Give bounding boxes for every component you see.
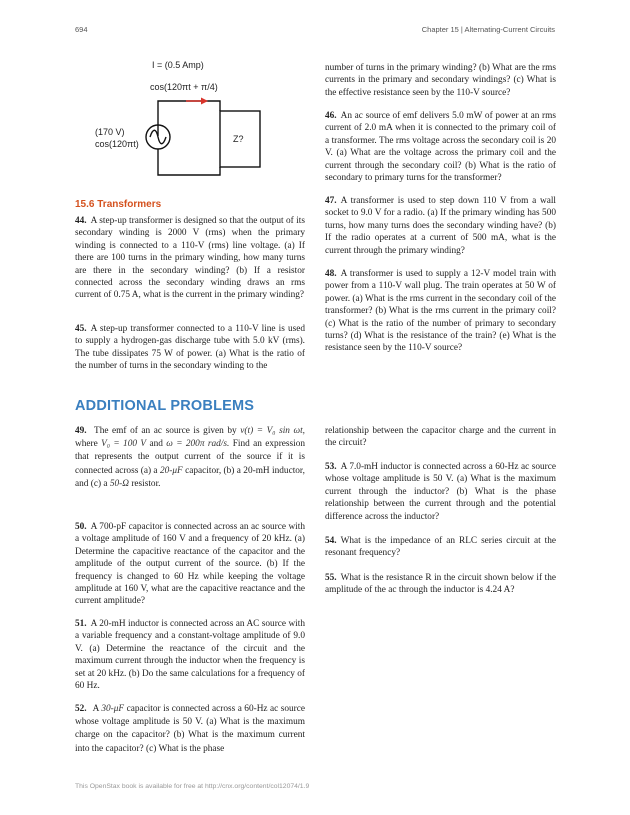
- problem-54: 54. What is the impedance of an RLC series circuit at the resonant frequency?: [325, 536, 556, 559]
- current-label: I = (0.5 Amp): [152, 60, 204, 70]
- current-arrow: [186, 98, 208, 105]
- section-title: 15.6 Transformers: [75, 199, 162, 210]
- impedance-label: Z?: [233, 134, 244, 144]
- problem-45: 45. A step-up transformer connected to a 110-V line is used to supply a hydrogen-gas discharge tube with 5.0 kV (rms). The tube dissipates 75 W of power. (a) What is the ratio of the number of turns in the secondary winding to the: [75, 324, 305, 372]
- source-label-function: cos(120πt): [95, 139, 139, 149]
- equation-emf: v(t) = V₀ sin ωt,: [240, 426, 305, 436]
- problem-55: 55. What is the resistance R in the circuit shown below if the amplitude of the ac through the inductor is 4.24 A?: [325, 573, 556, 596]
- chapter-title: Chapter 15 | Alternating-Current Circuits: [421, 25, 555, 34]
- problem-50: 50. A 700-pF capacitor is connected across an ac source with a voltage amplitude of 160 V and a frequency of 20 kHz. (a) Determine the capacitive reactance of the capacitor and the amplitude of the output current of the source. (b) If the frequency is changed to 60 Hz while keeping the voltage amplitude at 160 V, what are the capacitive reactance and the current amplitude?: [75, 522, 305, 607]
- capacitance-value: 20-μF: [159, 465, 183, 476]
- equation-amplitude: V₀ = 100 V: [101, 439, 147, 450]
- page-footer: This OpenStax book is available for free at http://cnx.org/content/col12074/1.9: [75, 783, 310, 790]
- problem-46: 46. An ac source of emf delivers 5.0 mW of power at an rms current of 2.0 mA when it is connected to the primary coil of a transformer. The rms voltage across the secondary coil is 20 V. (a) What are the voltage across the primary coil and the current through the secondary coil? (b) What is the ratio of secondary to primary turns for the transformer?: [325, 111, 556, 184]
- problem-47: 47. A transformer is used to step down 110 V from a wall socket to 9.0 V for a radio. (a) If the primary winding has 500 turns, how many turns does the secondary winding have? (b) If the radio operates at a current of 500 mA, what is the current through the primary winding?: [325, 196, 556, 256]
- equation-angular-frequency: ω = 200π rad/s.: [166, 439, 230, 450]
- problem-53: 53. A 7.0-mH inductor is connected across a 60-Hz ac source whose voltage amplitude is 50 V. (a) What is the maximum current through the inductor? (b) What is the phase relationship between the current through and the potential difference across the inductor?: [325, 462, 556, 522]
- problem-49: 49. The emf of an ac source is given by v(t) = V₀ sin ωt, where V₀ = 100 V and ω = 200π rad/s. Find an expression that represents the output current of the source if it is connected across (a) a 20-μF capacitor, (b) a 20-mH inductor, and (c) a 50-Ω resistor.: [75, 426, 306, 489]
- problem-48: 48. A transformer is used to supply a 12-V model train with power from a 110-V wall plug. The train operates at 50 W of power. (a) What is the rms current in the secondary coil of the transformer? (b) What is the rms current in the primary coil? (c) What is the ratio of the number of primary to secondary turns? (d) What is the resistance of the train? (e) What is the resistance seen by the 110-V source?: [325, 269, 556, 354]
- problem-51: 51. A 20-mH inductor is connected across an AC source with a variable frequency and a constant-voltage amplitude of 9.0 V. (a) Determine the reactance of the circuit and the maximum current through the inductor when the frequency is set at 20 kHz. (b) Do the same calculations for a frequency of 60 Hz.: [75, 619, 305, 692]
- capacitance-value-52: 30-μF: [101, 704, 125, 714]
- wire-bottom: [158, 149, 220, 175]
- resistance-value: 50-Ω: [109, 478, 129, 489]
- problem-52: 52. A 30-μF capacitor is connected across a 60-Hz ac source whose voltage amplitude is 50 V. (a) What is the maximum charge on the capacitor? (b) What is the maximum current into the capacitor? (c) What is the phase: [75, 704, 306, 754]
- problem-44: 44. A step-up transformer is designed so that the output of its secondary winding is 2000 V (rms) when the primary winding is connected to a 110-V (rms) line voltage. (a) If there are 100 turns in the primary winding, how many turns are there in the secondary winding? (b) If a resistor connected across the secondary winding draws an rms current of 0.75 A, what is the current in the primary winding?: [75, 216, 305, 301]
- problem-45-continued: number of turns in the primary winding? (b) What are the rms currents in the primary and secondary windings? (c) What is the effective resistance seen by the 110-V source?: [325, 63, 556, 98]
- problem-52-continued: relationship between the capacitor charge and the current in the circuit?: [325, 426, 556, 449]
- source-label-amplitude: (170 V): [95, 127, 125, 137]
- wire-top: [158, 101, 220, 136]
- current-expression: cos(120πt + π/4): [150, 82, 218, 92]
- circuit-figure: [90, 55, 310, 180]
- page-number: 694: [75, 25, 88, 34]
- additional-problems-heading: ADDITIONAL PROBLEMS: [75, 398, 255, 414]
